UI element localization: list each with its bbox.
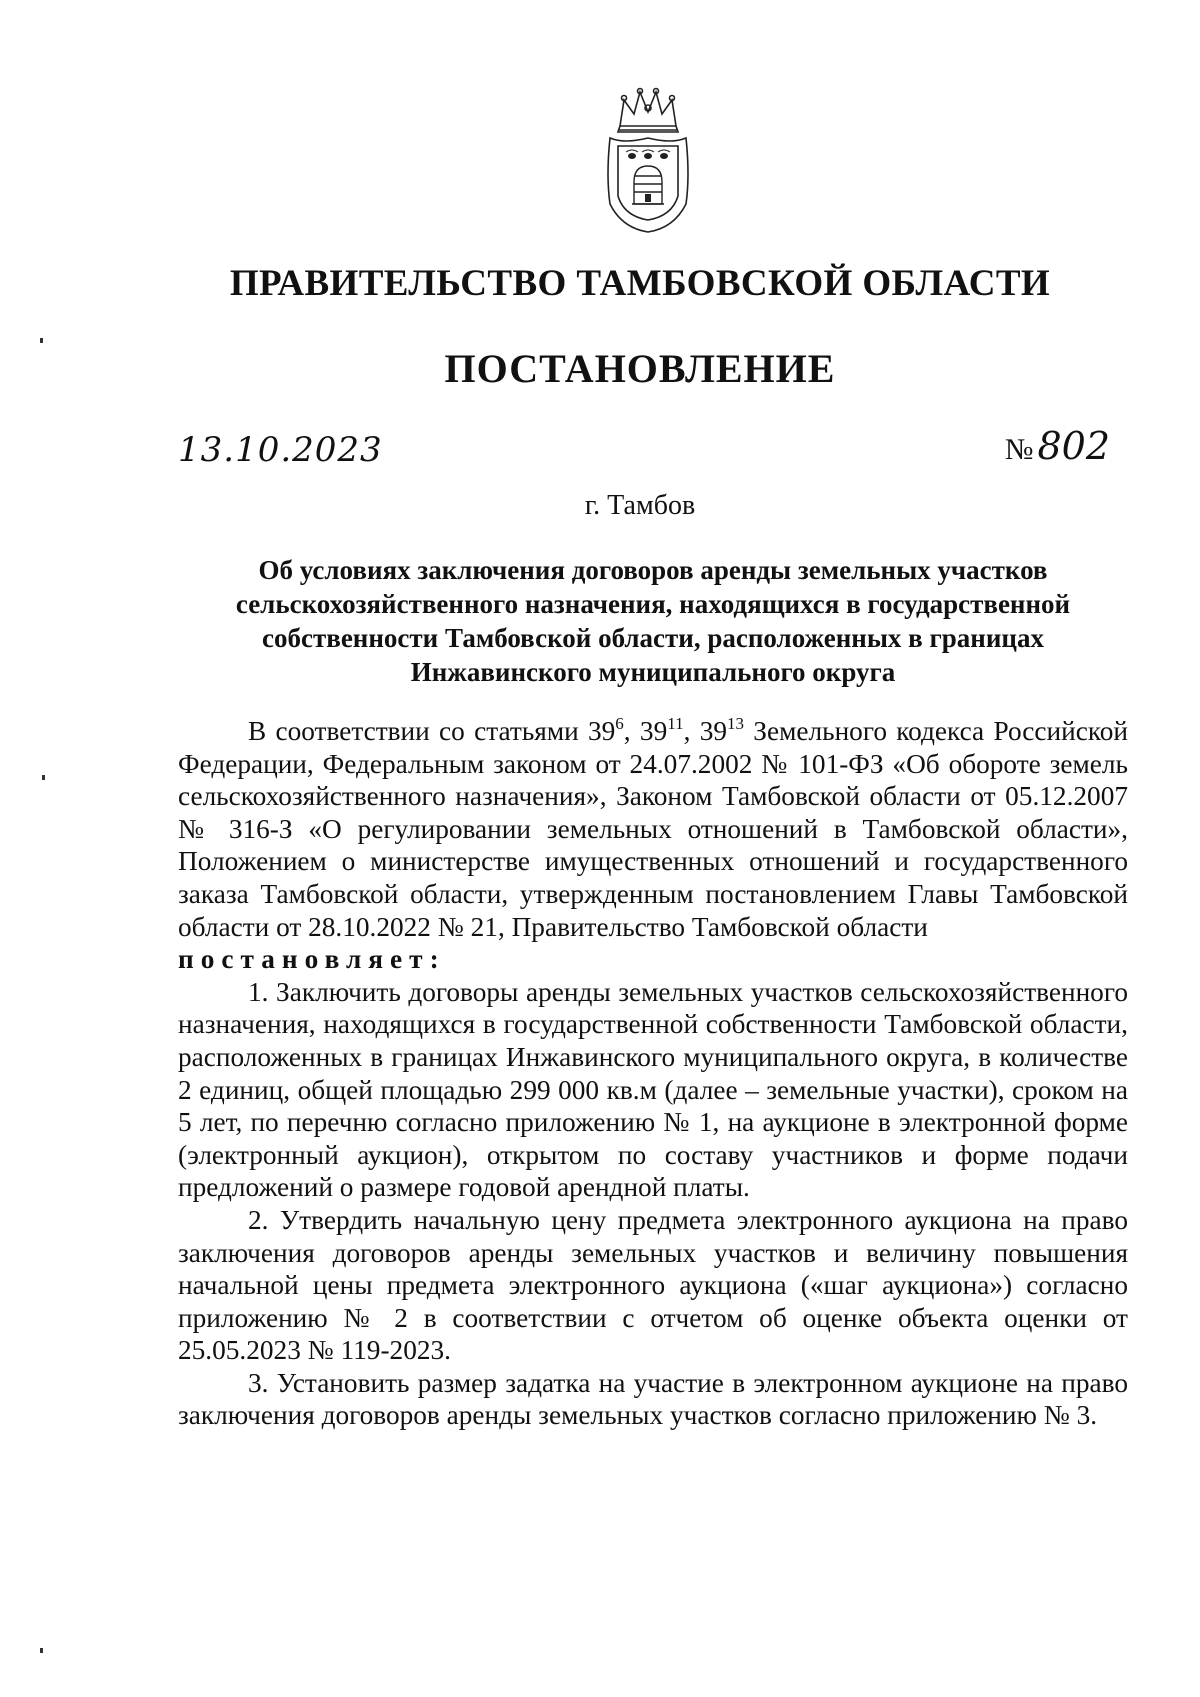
subject-line: сельскохозяйственного назначения, находящихся в государственной [235, 589, 1071, 619]
document-number [1005, 424, 1110, 468]
preamble-paragraph: В соответствии со статьями $39^6$, $39^{11}$, $39^{13}$ Земельного кодекса Российской Федерации, Федеральным законом от 24.07.2002 № 101-ФЗ «Об обороте земель сельскохозяйственного назначения», Законом Тамбовской области от 05.12.2007 № 316-З «О регулировании земельных отношений в Тамбовской области», Положением о министерстве имущественных отношений и государственного заказа Тамбовской области, утвержденным постановлением Главы Тамбовской области от 28.10.2022 № 21, Правительство Тамбовской области [178, 714, 1128, 942]
city: г. Тамбов [584, 490, 696, 521]
subject-line: Об условиях заключения договоров аренды земельных участков [258, 555, 1048, 585]
number-value: 802 [1037, 424, 1110, 468]
clause-2: 2. Утвердить начальную цену предмета электронного аукциона на право заключения договоров аренды земельных участков и величину повышения начальной цены предмета электронного аукциона («шаг аукциона») согласно приложению № 2 в соответствии с отчетом об оценке объекта оценки от 25.05.2023 № 119-2023. [178, 1204, 1128, 1366]
subject-line: собственности Тамбовской области, расположенных в границах [262, 623, 1044, 653]
number-prefix: № [1004, 433, 1034, 466]
scan-artifact [42, 775, 45, 780]
clause-3: 3. Установить размер задатка на участие в электронном аукционе на право заключения договоров аренды земельных участков согласно приложению № 3. [178, 1367, 1128, 1431]
scan-artifact [40, 1648, 43, 1653]
clause-1: 1. Заключить договоры аренды земельных участков сельскохозяйственного назначения, находящихся в государственной собственности Тамбовской области, расположенных в границах Инжавинского муниципального округа, в количестве 2 единиц, общей площадью 299 000 кв.м (далее – земельные участки), сроком на 5 лет, по перечню согласно приложению № 1, на аукционе в электронной форме (электронный аукцион), открытом по составу участников и форме подачи предложений о размере годовой арендной платы. [178, 976, 1128, 1203]
coat-of-arms-icon [602, 86, 694, 234]
scan-artifact [40, 338, 43, 343]
subject-line: Инжавинского муниципального округа [410, 657, 896, 687]
document-subject [178, 553, 1128, 689]
document-body [178, 715, 1128, 1432]
document-date: 13.10.2023 [178, 430, 383, 470]
government-title: ПРАВИТЕЛЬСТВО ТАМБОВСКОЙ ОБЛАСТИ [229, 263, 1051, 304]
decrees-word: постановляет: [178, 944, 446, 975]
document-type: ПОСТАНОВЛЕНИЕ [444, 346, 836, 391]
